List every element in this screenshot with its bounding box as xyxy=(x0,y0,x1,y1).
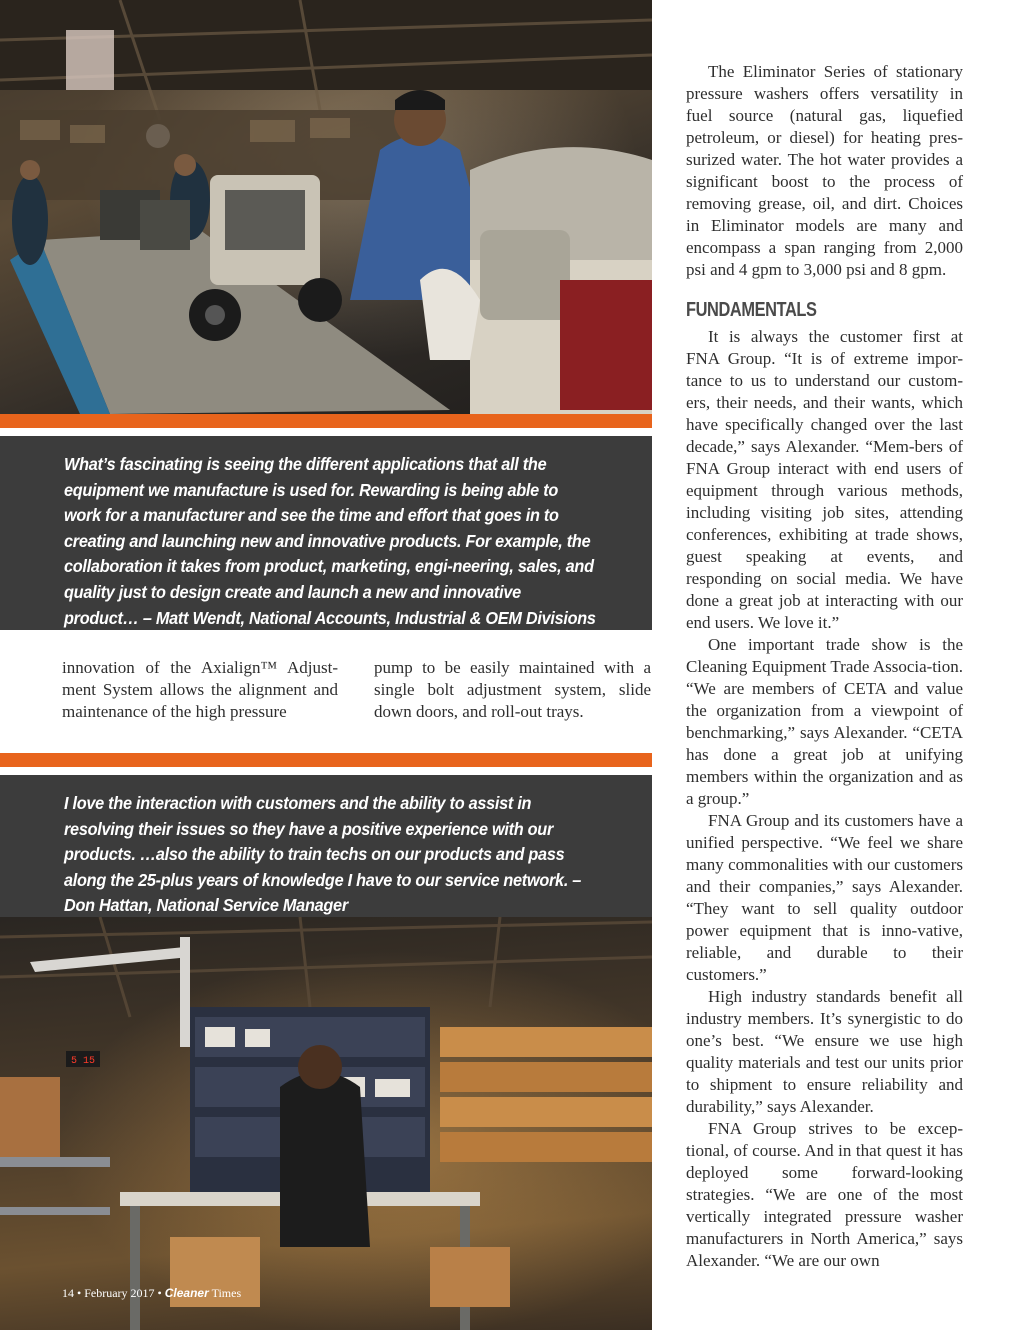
footer-brand: Cleaner xyxy=(164,1286,209,1300)
body-paragraph: FNA Group and its customers have a unified perspective. “We feel we share many commonalities with our customers and their companies,” says Alexander. “They want to sell quality outdoor power equipment that is inno-vative, reliable, and durable to their customers.” xyxy=(686,811,963,984)
body-paragraph: pump to be easily maintained with a single bolt adjustment system, slide down doors, and roll-out trays. xyxy=(374,658,651,721)
body-paragraph: innovation of the Axialign™ Adjust-ment System allows the alignment and maintenance of the high pressure xyxy=(62,658,338,721)
orange-divider xyxy=(0,414,652,428)
pull-quote-box xyxy=(0,436,652,630)
factory-assembly-illustration xyxy=(0,0,652,414)
pull-quote-box xyxy=(0,775,652,917)
page-footer xyxy=(62,1286,241,1301)
scale-readout: 5 15 xyxy=(70,1056,96,1067)
warehouse-illustration xyxy=(0,917,652,1330)
factory-assembly-photo xyxy=(0,0,652,414)
body-column-left xyxy=(62,657,338,723)
body-paragraph: It is always the customer first at FNA Group. “It is of extreme impor-tance to us to understand our custom-ers, their needs, and their wants, which have specifically changed over the last decade,” says Alexander. “Mem-bers of FNA Group interact with end users of equipment through various methods, including visiting job sites, attending conferences, exhibiting at trade shows, guest speaking at events, and responding on social media. We have done a great job at interacting with our end users. We love it.” xyxy=(686,327,963,632)
footer-page-info: 14 • February 2017 • xyxy=(62,1286,162,1300)
body-paragraph: One important trade show is the Cleaning Equipment Trade Associa-tion. “We are members of CETA and value the organization from a viewpoint of benchmarking,” says Alexander. “CETA has done a great job at unifying members within the organization and as a group.” xyxy=(686,635,963,808)
section-heading: FUNDAMENTALS xyxy=(686,299,817,321)
body-column-middle xyxy=(374,657,651,723)
body-column-right-intro xyxy=(686,61,963,281)
pull-quote-text: I love the interaction with customers and the ability to assist in resolving their issues so they have a positive experience with our products. …also the ability to train techs on our products and pass along the 25-plus years of knowledge I have to our service network. – Don Hattan, National Service Manager xyxy=(64,793,582,916)
body-column-right xyxy=(686,326,963,1272)
orange-divider xyxy=(0,753,652,767)
body-paragraph: The Eliminator Series of stationary pressure washers offers versatility in fuel source (natural gas, liquefied petroleum, or diesel) for heating pres-surized water. The hot water provides a significant boost to the process of removing grease, oil, and dirt. Choices in Eliminator models are many and encompass a span ranging from 2,000 psi and 4 gpm to 3,000 psi and 8 gpm. xyxy=(686,62,963,279)
body-paragraph: High industry standards benefit all industry members. It’s synergistic to do one’s best. “We ensure we use high quality materials and test our units prior to shipment to ensure reliability and durability,” says Alexander. xyxy=(686,987,963,1116)
footer-magazine: Times xyxy=(211,1286,242,1300)
warehouse-workstation-photo xyxy=(0,917,652,1330)
body-paragraph: FNA Group strives to be excep-tional, of course. And in that quest it has deployed some forward-looking strategies. “We are one of the most vertically integrated pressure washer manufacturers in North America,” says Alexander. “We are our own xyxy=(686,1119,963,1270)
pull-quote-text: What’s fascinating is seeing the different applications that all the equipment we manufacture is used for. Rewarding is being able to work for a manufacturer and see the time and effort that goes in to creating and launching new and innovative products. For example, the collaboration it takes from product, marketing, engi-neering, sales, and quality just to design create and launch a new and innovative product… – Matt Wendt, National Accounts, Industrial & OEM Divisions xyxy=(64,454,596,628)
